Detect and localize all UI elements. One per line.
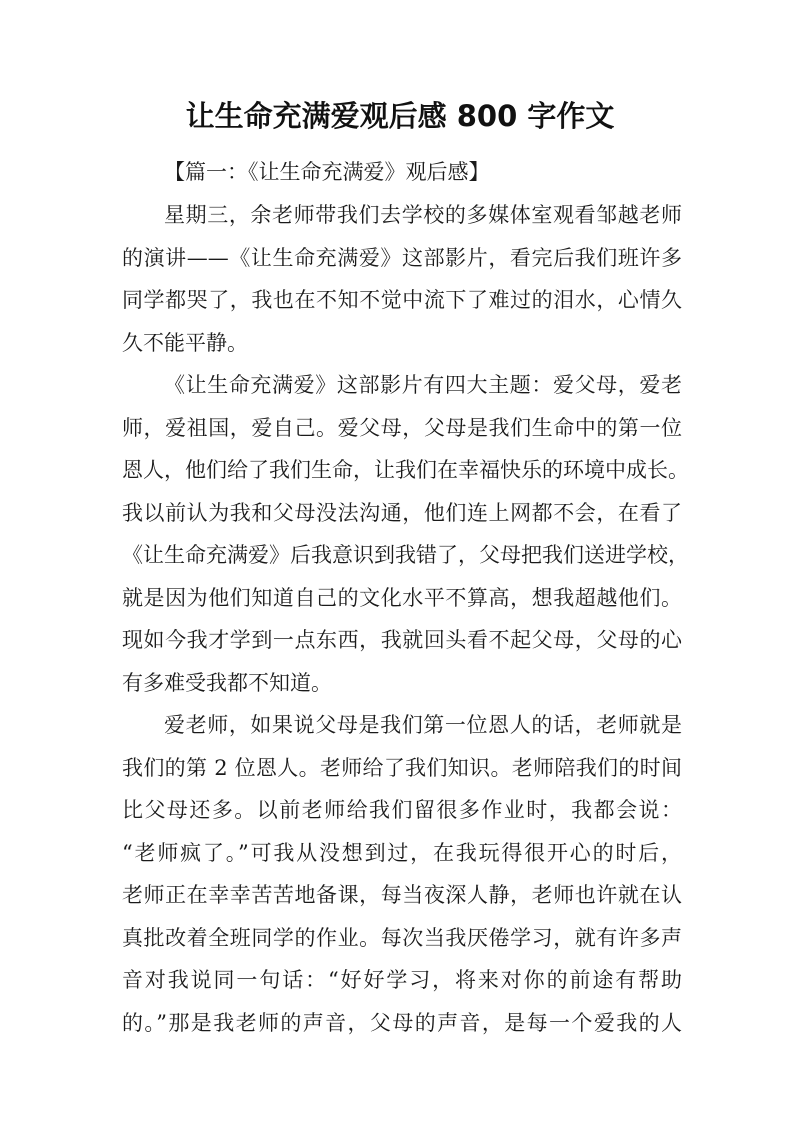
paragraph-line: 我以前认为我和父母没法沟通，他们连上网都不会，在看了 bbox=[122, 501, 682, 525]
document-title: 让生命充满爱观后感 800 字作文 bbox=[185, 99, 615, 133]
paragraph-line: 的。”那是我老师的声音，父母的声音，是每一个爱我的人 bbox=[122, 1011, 682, 1035]
paragraph-line: “老师疯了。”可我从没想到过，在我玩得很开心的时后， bbox=[122, 841, 682, 865]
paragraph-line: 老师正在幸幸苦苦地备课，每当夜深人静，老师也许就在认 bbox=[122, 883, 682, 907]
section-heading: 【篇一：《让生命充满爱》观后感】 bbox=[164, 160, 490, 184]
paragraph-line: 星期三，余老师带我们去学校的多媒体室观看邹越老师 bbox=[164, 203, 682, 227]
paragraph-line: 同学都哭了，我也在不知不觉中流下了难过的泪水，心情久 bbox=[122, 288, 682, 312]
paragraph-line: 音对我说同一句话：“好好学习，将来对你的前途有帮助 bbox=[122, 968, 682, 992]
paragraph-line: 师，爱祖国，爱自己。爱父母，父母是我们生命中的第一位 bbox=[122, 416, 682, 440]
paragraph-line: 爱老师，如果说父母是我们第一位恩人的话，老师就是 bbox=[164, 713, 682, 737]
paragraph-line: 真批改着全班同学的作业。每次当我厌倦学习，就有许多声 bbox=[122, 926, 682, 950]
paragraph-line: 《让生命充满爱》这部影片有四大主题：爱父母，爱老 bbox=[164, 373, 682, 397]
paragraph-line: 现如今我才学到一点东西，我就回头看不起父母，父母的心 bbox=[122, 628, 682, 652]
paragraph-line: 久不能平静。 bbox=[122, 331, 248, 355]
paragraph-line: 《让生命充满爱》后我意识到我错了，父母把我们送进学校， bbox=[122, 543, 689, 567]
paragraph-line: 有多难受我都不知道。 bbox=[122, 671, 332, 695]
paragraph-line: 我们的第 2 位恩人。老师给了我们知识。老师陪我们的时间 bbox=[122, 756, 682, 780]
paragraph-line: 的演讲——《让生命充满爱》这部影片，看完后我们班许多 bbox=[122, 246, 682, 270]
paragraph-line: 恩人，他们给了我们生命，让我们在幸福快乐的环境中成长。 bbox=[122, 458, 689, 482]
paragraph-line: 就是因为他们知道自己的文化水平不算高，想我超越他们。 bbox=[122, 586, 682, 610]
paragraph-line: 比父母还多。以前老师给我们留很多作业时，我都会说： bbox=[122, 798, 682, 822]
